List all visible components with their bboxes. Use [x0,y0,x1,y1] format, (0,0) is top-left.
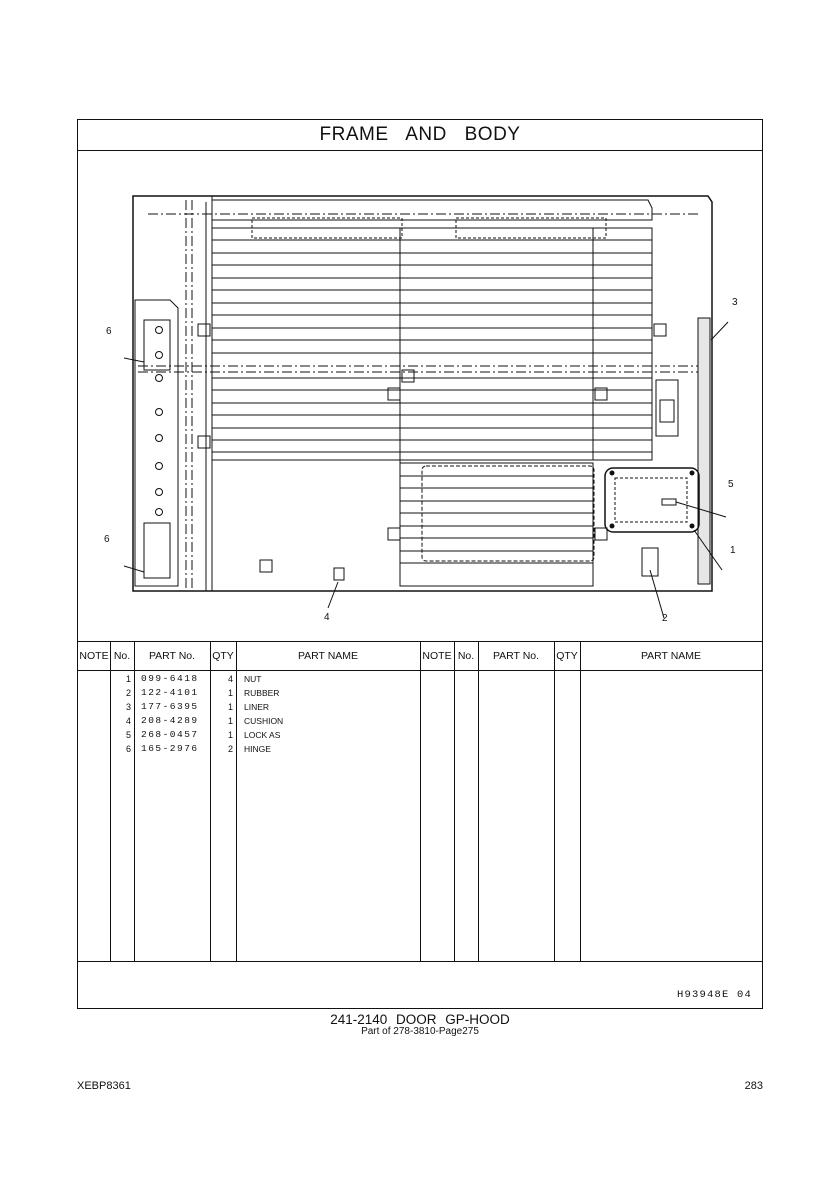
callout-6-upper: 6 [106,326,112,337]
side-latch [656,380,678,436]
hinge-lower [144,523,170,578]
row-part-no: 122-4101 [141,687,199,698]
table-row [78,728,420,742]
header-qty-left: QTY [212,650,234,662]
callout-3: 3 [732,297,738,308]
table-row [78,742,420,756]
row-part-name: NUT [244,674,262,684]
illustration-code: H93948E 04 [676,989,752,1001]
callout-6-lower: 6 [104,534,110,545]
upper-louver-panel [212,228,652,460]
callout-2: 2 [662,613,668,624]
row-part-no: 177-6395 [141,701,199,712]
header-no-right: No. [457,650,475,662]
table-row [78,700,420,714]
header-note-left: NOTE [79,650,109,662]
row-part-name: LINER [244,702,270,712]
header-qty-right: QTY [556,650,578,662]
lower-louver-slats [400,476,593,563]
door-hood-illustration [78,150,764,641]
upper-louver-slats [212,240,652,452]
row-no: 6 [125,744,131,754]
nut-dots [610,471,695,529]
group-caption: 241-2140 DOOR GP-HOOD [330,1012,510,1027]
group-subcaption: Part of 278-3810-Page275 [361,1026,479,1037]
document-code: XEBP8361 [77,1080,131,1092]
header-partname-right: PART NAME [640,650,702,662]
row-no: 2 [125,688,131,698]
row-qty: 1 [227,730,233,740]
table-row [78,672,420,686]
row-no: 1 [125,674,131,684]
callout-4: 4 [324,612,330,623]
mounting-tabs [198,324,666,540]
lower-louver-panel [400,463,593,586]
row-part-name: CUSHION [244,716,284,726]
header-partno-right: PART No. [492,650,540,662]
row-part-no: 268-0457 [141,729,199,740]
row-qty: 1 [227,688,233,698]
hinge-holes [156,327,163,516]
parts-table [78,641,762,962]
cushion-part [334,568,344,580]
page-number: 283 [744,1080,763,1092]
row-part-no: 208-4289 [141,715,199,726]
parts-drawing [78,150,762,641]
table-row [78,686,420,700]
row-part-no: 099-6418 [141,673,199,684]
hinge-plate [135,300,178,586]
row-no: 3 [125,702,131,712]
header-no-left: No. [113,650,131,662]
row-no: 5 [125,730,131,740]
row-qty: 1 [227,716,233,726]
section-title: FRAME AND BODY [78,120,762,151]
row-qty: 1 [227,702,233,712]
header-note-right: NOTE [422,650,452,662]
table-row [78,714,420,728]
row-part-no: 165-2976 [141,743,199,754]
row-qty: 2 [227,744,233,754]
top-header [212,200,652,220]
rubber-part [642,548,658,576]
row-part-name: HINGE [244,744,271,754]
row-part-name: LOCK AS [244,730,281,740]
small-block [260,560,272,572]
header-partname-left: PART NAME [297,650,359,662]
row-no: 4 [125,716,131,726]
row-part-name: RUBBER [244,688,280,698]
header-partno-left: PART No. [148,650,196,662]
callout-5: 5 [728,479,734,490]
callout-1: 1 [730,545,736,556]
parts-sheet-frame [77,119,763,1009]
row-qty: 4 [227,674,233,684]
illustration-code-box [78,961,762,1009]
